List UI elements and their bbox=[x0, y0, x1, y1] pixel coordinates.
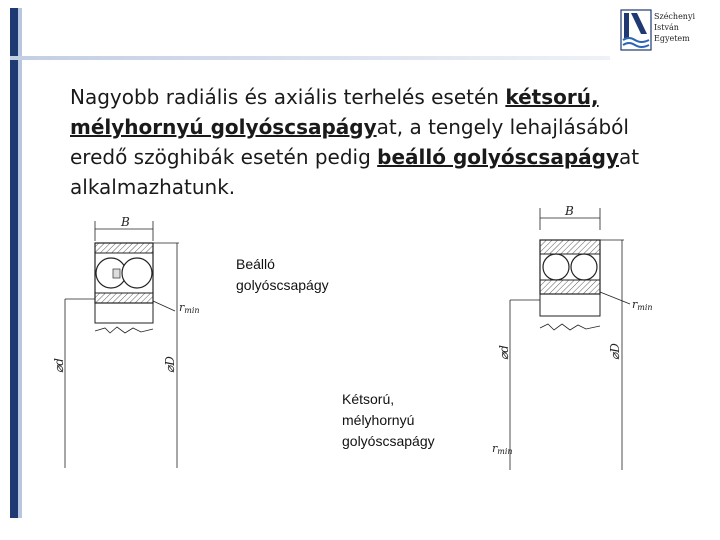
caption-double-row bbox=[342, 389, 435, 452]
radius-label-sub: min bbox=[184, 306, 200, 315]
logo-line-3: Egyetem bbox=[654, 34, 690, 43]
left-accent-bar bbox=[10, 8, 18, 518]
caption-line: Kétsorú, bbox=[342, 391, 395, 407]
caption-line: mélyhornyú bbox=[342, 412, 415, 428]
double-row-bearing-drawing bbox=[490, 200, 675, 480]
text-segment: at, a tengely lehajlásából eredő szöghibák esetén pedig bbox=[70, 115, 629, 169]
caption-self-aligning bbox=[236, 254, 329, 296]
width-label: B bbox=[565, 204, 574, 218]
logo-line-2: István bbox=[654, 23, 679, 32]
caption-line: golyóscsapágy bbox=[236, 277, 329, 293]
radius-label-bottom-r: r bbox=[492, 442, 498, 455]
highlight-self-aligning-bearing: beálló golyóscsapágy bbox=[377, 145, 619, 169]
width-label: B bbox=[121, 215, 130, 229]
caption-line: Beálló bbox=[236, 256, 275, 272]
radius-label bbox=[179, 301, 200, 315]
outer-diameter-label: ⌀D bbox=[608, 343, 622, 360]
radius-label-r: r bbox=[179, 301, 185, 314]
bore-label: ⌀d bbox=[497, 345, 511, 360]
caption-line: golyóscsapágy bbox=[342, 433, 435, 449]
radius-label-right-r: r bbox=[632, 298, 638, 311]
radius-label-bottom bbox=[492, 442, 513, 456]
radius-label-right-sub: min bbox=[637, 303, 653, 312]
radius-label-right bbox=[632, 298, 653, 312]
logo-text bbox=[654, 11, 695, 44]
radius-label-bottom-sub: min bbox=[497, 447, 513, 456]
text-segment: at alkalmazhatunk. bbox=[70, 145, 640, 199]
text-segment: Nagyobb radiális és axiális terhelés esetén bbox=[70, 85, 506, 109]
university-logo bbox=[621, 7, 716, 57]
left-accent-bar-light bbox=[18, 8, 22, 518]
logo-line-1: Széchenyi bbox=[654, 12, 696, 21]
header-divider bbox=[10, 56, 610, 60]
highlight-double-row-bearing: kétsorú, mélyhornyú golyóscsapágy bbox=[70, 85, 599, 139]
logo-mark-icon bbox=[621, 10, 651, 50]
body-paragraph bbox=[70, 82, 670, 202]
outer-diameter-label: ⌀D bbox=[163, 356, 177, 373]
self-aligning-bearing-drawing bbox=[52, 213, 230, 478]
bore-label: ⌀d bbox=[52, 358, 66, 373]
